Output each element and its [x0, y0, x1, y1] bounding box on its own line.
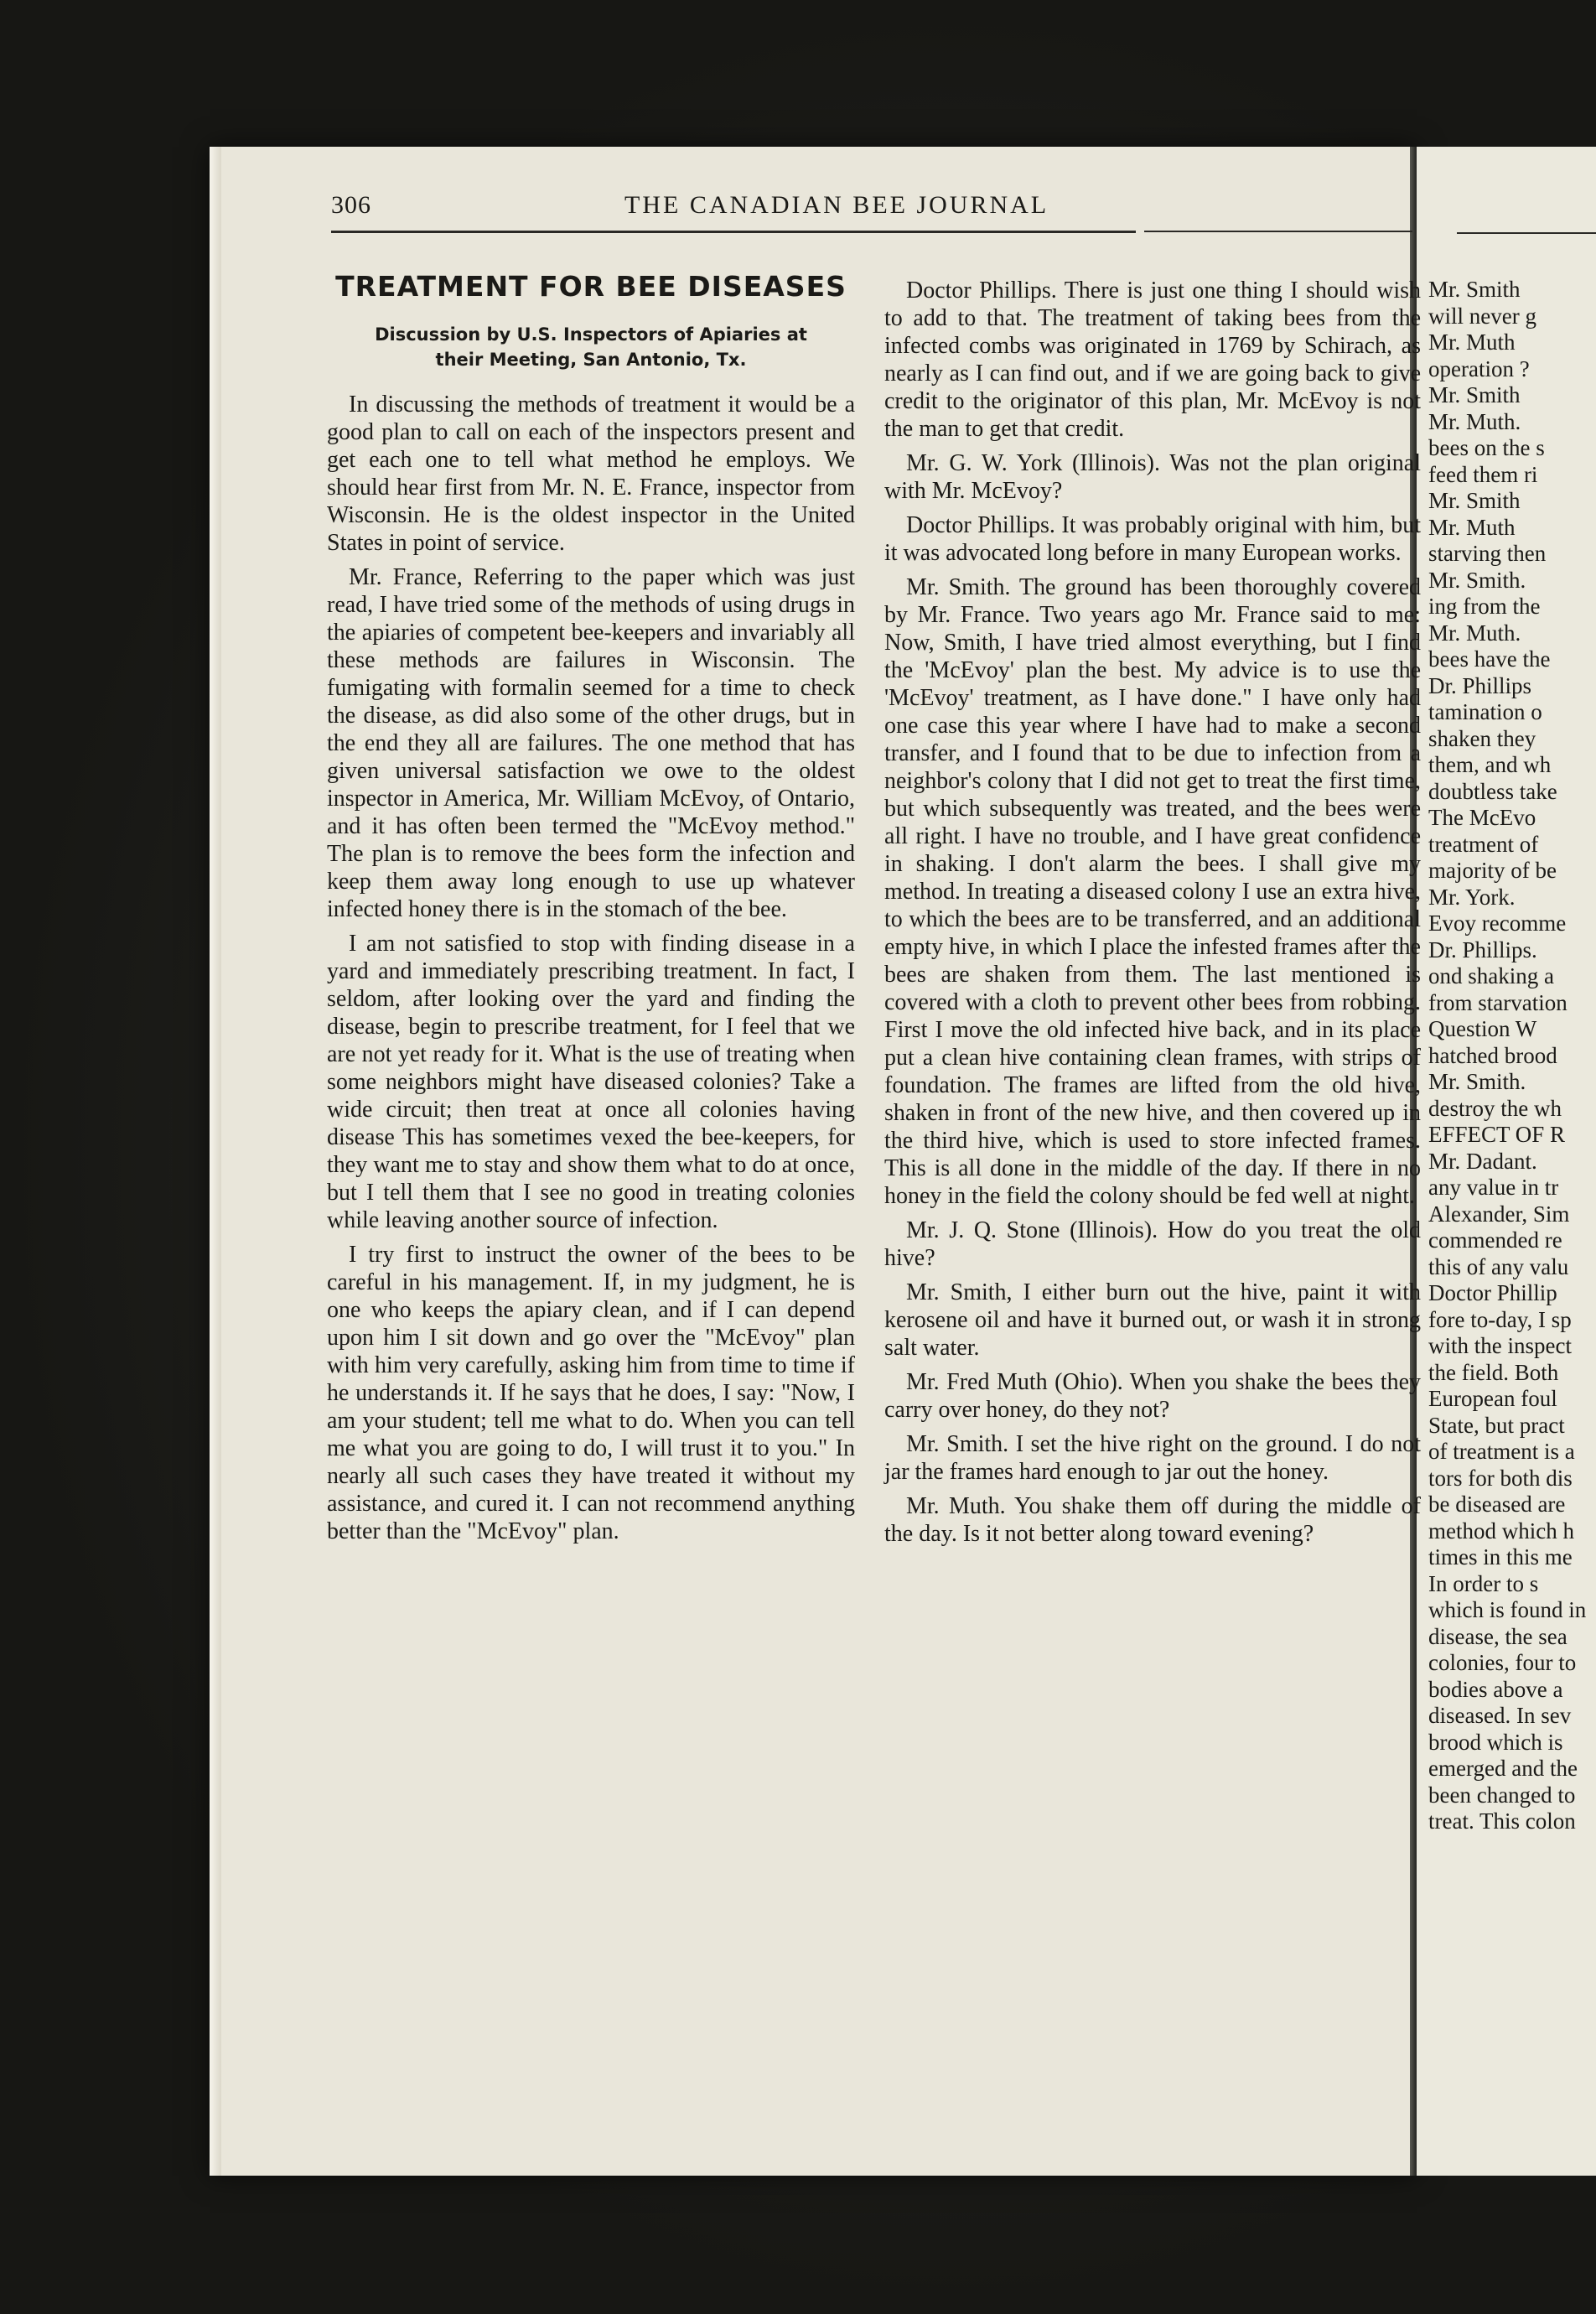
facing-page-line: the field. Both	[1428, 1359, 1559, 1385]
facing-page-line: times in this me	[1428, 1544, 1573, 1569]
facing-page-line: will never g	[1428, 303, 1536, 329]
facing-page-line: tamination o	[1428, 699, 1542, 724]
facing-page-line: Mr. Smith	[1428, 382, 1521, 407]
facing-page-line: feed them ri	[1428, 461, 1538, 487]
paragraph: I try first to instruct the owner of the bees to be careful in his management. If, in my judgment, he is one who keeps the apiary clean, and if I can depend upon him I sit down and go over the "McEvoy" plan with him very carefully, asking him from time to time if he understands it. If he says that he does, I say: "Now, I am your student; tell me what to do. When you can tell me what you are going to do, I will trust it to you." In nearly all such cases they have treated it without my assistance, and cured it. I can not recommend anything better than the "McEvoy" plan.	[327, 1242, 855, 1544]
facing-page-line: ing from the	[1428, 594, 1541, 619]
facing-page-line: Mr. Smith.	[1428, 1069, 1526, 1094]
facing-page-line: destroy the wh	[1428, 1095, 1562, 1121]
facing-page-line: of treatment is a	[1428, 1439, 1575, 1464]
paragraph: Mr. Smith, I either burn out the hive, paint it with kerosene oil and have it burned out, or wash it in strong salt water.	[884, 1279, 1421, 1361]
facing-page-line: Mr. Muth	[1428, 329, 1516, 355]
paragraph: I am not satisfied to stop with finding disease in a yard and immediately prescribing treatment. In fact, I seldom, after looking over the yard and finding the disease, begin to prescribe treatment, for I feel that we are not yet ready for it. What is the use of treating when some neighbors might have diseased colonies? Take a wide circuit; then treat at once all colonies having disease This has sometimes vexed the bee-keepers, for they want me to stay and show them what to do at once, but I tell them that I see no good in treating colonies while leaving another source of infection.	[327, 931, 855, 1233]
facing-page-line: from starvation	[1428, 989, 1568, 1015]
facing-page-line: been changed to	[1428, 1782, 1576, 1808]
facing-page-line: bodies above a	[1428, 1676, 1563, 1702]
facing-page-line: Mr. Dadant.	[1428, 1148, 1537, 1174]
paragraph: Mr. J. Q. Stone (Illinois). How do you treat the old hive?	[884, 1217, 1421, 1271]
paragraph: Mr. Smith. The ground has been thoroughly covered by Mr. France. Two years ago Mr. France said to me: Now, Smith, I have tried almost everything, but I find the 'McEvoy' plan the best. My advice is to use the 'McEvoy' treatment, as I have done." I have only had one case this year where I have had to make a second transfer, and I found that to be due to infection from a neighbor's colony that I did not get to treat the first time, but which subsequently was treated, and the bees were all right. I have no trouble, and I have great confidence in shaking. I don't alarm the bees. I shall give my method. In treating a diseased colony I use an extra hive, to which the bees are to be transferred, and an additional empty hive, in which I place the infested frames after the bees are shaken from them. The last mentioned is covered with a cloth to prevent other bees from robbing. First I move the old infected hive back, and in its place put a clean hive containing clean frames, with strips of foundation. The frames are lifted from the old hive, shaken in front of the new hive, and then covered up in the third hive, which is used to store infected frames. This is all done in the middle of the day. If there in no honey in the field the colony should be fed well at night.	[884, 574, 1421, 1209]
facing-page-line: Mr. York.	[1428, 884, 1516, 910]
facing-page-line: disease, the sea	[1428, 1623, 1568, 1649]
facing-page-line: fore to-day, I sp	[1428, 1306, 1572, 1332]
facing-page-line: operation ?	[1428, 355, 1530, 381]
facing-page-line: The McEvo	[1428, 805, 1536, 830]
paragraph: Mr. Fred Muth (Ohio). When you shake the bees they carry over honey, do they not?	[884, 1369, 1421, 1423]
article-subtitle: Discussion by U.S. Inspectors of Apiaries at their Meeting, San Antonio, Tx.	[375, 324, 807, 370]
paragraph: Mr. France, Referring to the paper which was just read, I have tried some of the methods of using drugs in the apiaries of competent bee-keepers and invariably all these methods are failures in Wisconsin. The fumigating with formalin seemed for a time to check the disease, as did also some of the other drugs, but in the end they all are failures. The one method that has given universal satisfaction we owe to the oldest inspector in America, Mr. William McEvoy, of Ontario, and it has often been termed the "McEvoy method." The plan is to remove the bees form the infection and keep them away long enough to use up whatever infected honey there is in the stomach of the bee.	[327, 564, 855, 922]
facing-page-line: with the inspect	[1428, 1333, 1572, 1358]
facing-page-line: European foul	[1428, 1386, 1557, 1411]
facing-page-line: commended re	[1428, 1227, 1562, 1253]
facing-page-line: any value in tr	[1428, 1175, 1559, 1200]
facing-page-line: State, but pract	[1428, 1412, 1565, 1438]
facing-page-line: method which h	[1428, 1518, 1574, 1544]
header-rule-right	[1144, 231, 1412, 232]
facing-page-line: diseased. In sev	[1428, 1703, 1572, 1728]
paragraph: Mr. G. W. York (Illinois). Was not the plan original with Mr. McEvoy?	[884, 450, 1421, 504]
running-header	[331, 191, 1421, 225]
facing-page-line: bees on the s	[1428, 435, 1545, 460]
facing-page-line: tors for both dis	[1428, 1465, 1573, 1491]
facing-page-line: them, and wh	[1428, 752, 1552, 777]
facing-page-line: majority of be	[1428, 858, 1557, 883]
facing-page-line: treatment of	[1428, 831, 1539, 857]
page-edge	[210, 147, 221, 2176]
paragraph: Doctor Phillips. It was probably original with him, but it was advocated long before in many European works.	[884, 512, 1421, 566]
facing-page-line: Dr. Phillips.	[1428, 936, 1537, 962]
facing-page-line: Mr. Muth	[1428, 514, 1516, 540]
paragraph: Mr. Smith. I set the hive right on the ground. I do not jar the frames hard enough to jar out the honey.	[884, 1431, 1421, 1485]
facing-page	[1417, 147, 1596, 2176]
facing-page-line: Doctor Phillip	[1428, 1280, 1557, 1305]
page-number: 306	[331, 191, 371, 219]
paragraph: Mr. Muth. You shake them off during the middle of the day. Is it not better along toward evening?	[884, 1493, 1421, 1547]
facing-page-line: this of any valu	[1428, 1253, 1569, 1279]
facing-page-line: Mr. Smith	[1428, 488, 1521, 513]
facing-page-line: EFFECT OF R	[1428, 1122, 1566, 1147]
facing-page-line: In order to s	[1428, 1570, 1539, 1596]
journal-title: THE CANADIAN BEE JOURNAL	[624, 191, 1049, 219]
right-column	[884, 277, 1421, 1554]
article-title: TREATMENT FOR BEE DISEASES	[335, 270, 847, 303]
facing-page-rule	[1457, 232, 1596, 234]
facing-page-line: brood which is	[1428, 1729, 1563, 1755]
paragraph: In discussing the methods of treatment it would be a good plan to call on each of the inspectors present and get each one to tell what method he employs. We should hear first from Mr. N. E. France, inspector from Wisconsin. He is the oldest inspector in the United States in point of service.	[327, 392, 855, 556]
header-rule	[331, 231, 1136, 233]
facing-page-line: starving then	[1428, 541, 1547, 566]
facing-page-line: colonies, four to	[1428, 1650, 1577, 1675]
facing-page-line: ond shaking a	[1428, 963, 1554, 988]
facing-page-line: doubtless take	[1428, 778, 1557, 804]
facing-page-line: Mr. Smith	[1428, 277, 1521, 302]
facing-page-line: which is found in	[1428, 1597, 1587, 1622]
facing-page-line: emerged and the	[1428, 1756, 1578, 1781]
facing-page-line: Mr. Muth.	[1428, 408, 1521, 434]
facing-page-line: Alexander, Sim	[1428, 1201, 1570, 1227]
left-column	[327, 272, 855, 1552]
facing-page-line: Mr. Smith.	[1428, 567, 1526, 593]
facing-page-line: Dr. Phillips	[1428, 672, 1532, 698]
facing-page-line: be diseased are	[1428, 1492, 1566, 1517]
facing-page-line: treat. This colon	[1428, 1808, 1576, 1834]
facing-page-line: Evoy recomme	[1428, 911, 1567, 936]
facing-page-text	[1428, 277, 1596, 1835]
facing-page-line: Question W	[1428, 1016, 1537, 1041]
paragraph: Doctor Phillips. There is just one thing I should wish to add to that. The treatment of taking bees from the infected combs was originated in 1769 by Schirach, as nearly as I can find out, and if we are going back to give credit to the originator of this plan, Mr. McEvoy is not the man to get that credit.	[884, 278, 1421, 442]
facing-page-line: hatched brood	[1428, 1042, 1557, 1068]
facing-page-line: Mr. Muth.	[1428, 620, 1521, 646]
facing-page-line: bees have the	[1428, 646, 1551, 672]
facing-page-line: shaken they	[1428, 725, 1536, 751]
